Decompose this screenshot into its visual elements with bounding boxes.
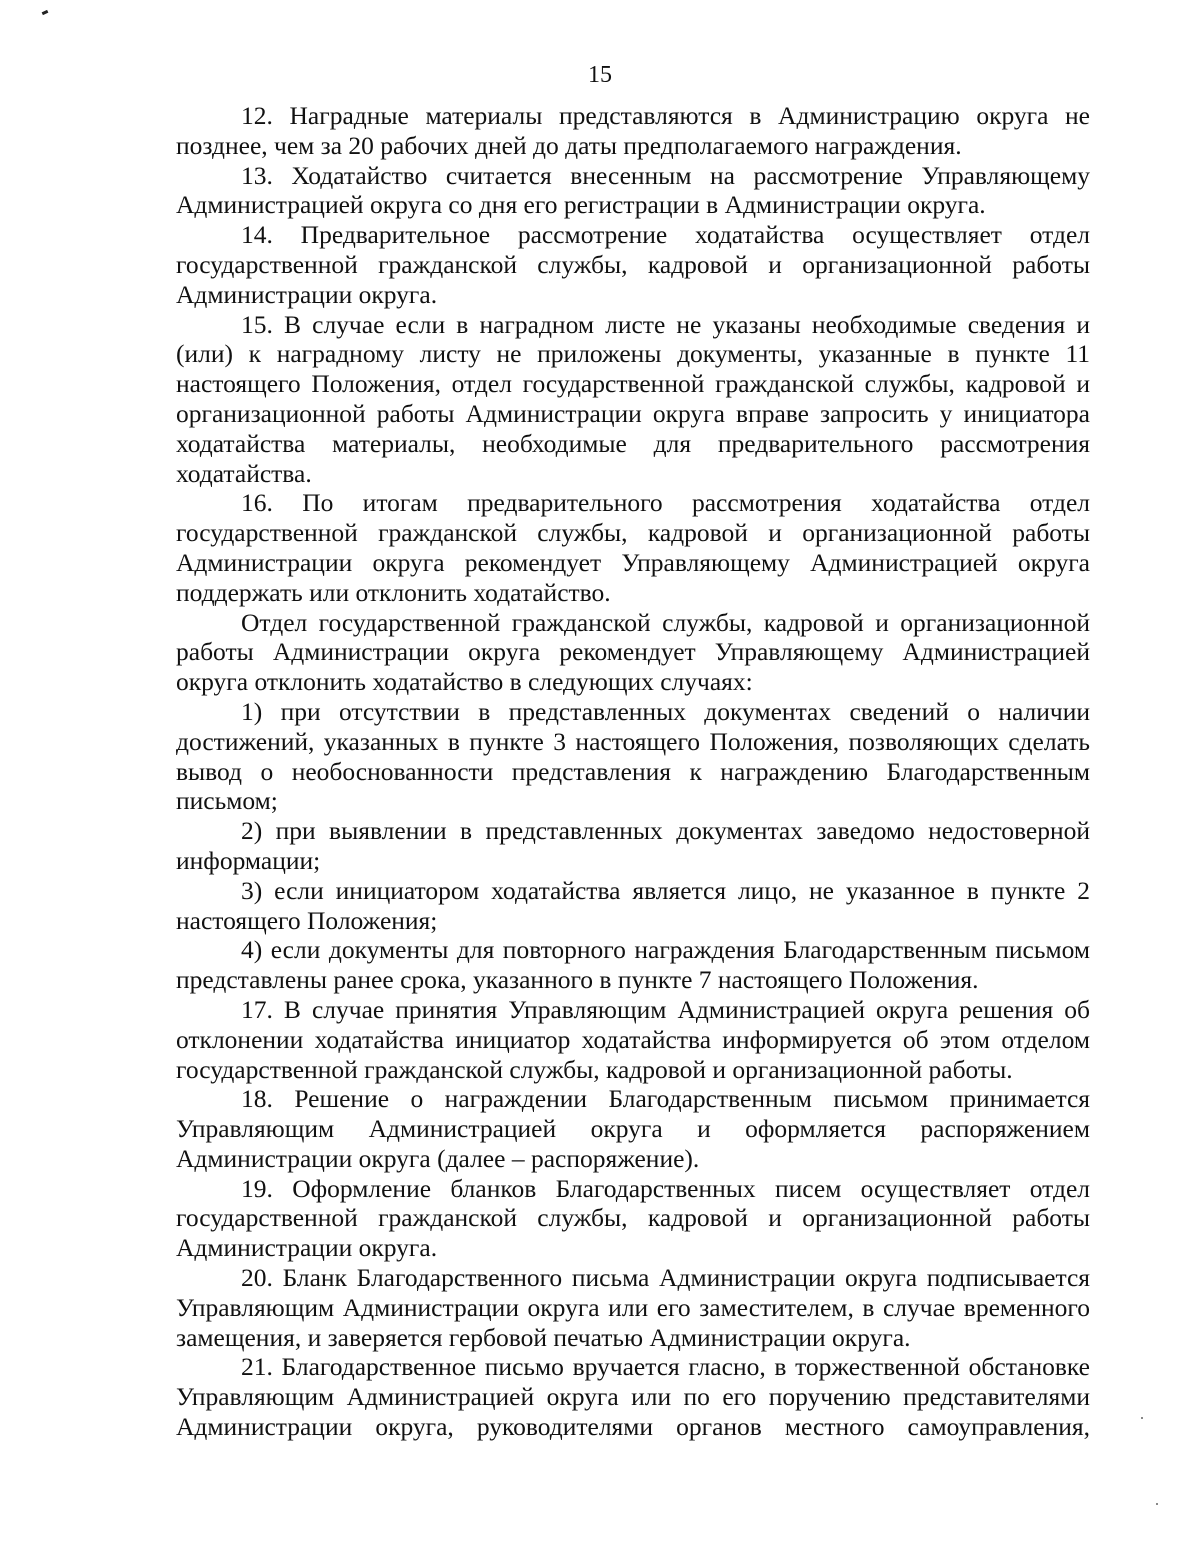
paragraph-19: 19. Оформление бланков Благодарственных писем осуществляет отдел государственной гражданской службы, кадровой и организационной работы Администрации округа. bbox=[176, 1173, 1090, 1263]
list-item-1: 1) при отсутствии в представленных документах сведений о наличии достижений, указанных в пункте 3 настоящего Положения, позволяющих сделать вывод о необоснованности представления к награждению Благодарственным письмом; bbox=[176, 696, 1090, 816]
paragraph-12: 12. Наградные материалы представляются в Администрацию округа не позднее, чем за 20 рабочих дней до даты предполагаемого награждения. bbox=[176, 101, 1090, 160]
paragraph-20: 20. Бланк Благодарственного письма Администрации округа подписывается Управляющим Администрации округа или его заместителем, в случае временного замещения, и заверяется гербовой печатью Администрации округа. bbox=[176, 1263, 1090, 1352]
paragraph-15: 15. В случае если в наградном листе не указаны необходимые сведения и (или) к наградному листу не приложены документы, указанные в пункте 11 настоящего Положения, отдел государственной гражданской службы, кадровой и организационной работы Администрации округа вправе запросить у инициатора ходатайства материалы, необходимые для предварительного рассмотрения ходатайства. bbox=[176, 309, 1090, 488]
document-body bbox=[176, 101, 1090, 1442]
paragraph-rejection-intro: Отдел государственной гражданской службы, кадровой и организационной работы Администрации округа рекомендует Управляющему Администрацией округа отклонить ходатайство в следующих случаях: bbox=[176, 607, 1090, 697]
list-item-2: 2) при выявлении в представленных документах заведомо недостоверной информации; bbox=[176, 816, 1090, 875]
paragraph-18: 18. Решение о награждении Благодарственным письмом принимается Управляющим Администрацией округа и оформляется распоряжением Администрации округа (далее – распоряжение). bbox=[176, 1084, 1090, 1173]
list-item-3: 3) если инициатором ходатайства является лицо, не указанное в пункте 2 настоящего Положения; bbox=[176, 875, 1090, 935]
paragraph-14: 14. Предварительное рассмотрение ходатайства осуществляет отдел государственной гражданской службы, кадровой и организационной работы Администрации округа. bbox=[176, 220, 1090, 309]
scan-artifact-mark bbox=[42, 10, 49, 15]
paragraph-16: 16. По итогам предварительного рассмотрения ходатайства отдел государственной гражданской службы, кадровой и организационной работы Администрации округа рекомендует Управляющему Администрацией округа поддержать или отклонить ходатайство. bbox=[176, 488, 1090, 607]
scan-artifact-dot bbox=[1141, 1417, 1143, 1419]
page-number: 15 bbox=[588, 62, 612, 88]
paragraph-17: 17. В случае принятия Управляющим Администрацией округа решения об отклонении ходатайства инициатор ходатайства информируется об этом отделом государственной гражданской службы, кадровой и организационной работы. bbox=[176, 994, 1090, 1084]
scan-artifact-dot bbox=[1156, 1503, 1158, 1505]
list-item-4: 4) если документы для повторного награждения Благодарственным письмом представлены ранее срока, указанного в пункте 7 настоящего Положения. bbox=[176, 935, 1090, 995]
paragraph-21: 21. Благодарственное письмо вручается гласно, в торжественной обстановке Управляющим Администрацией округа или по его поручению представителями Администрации округа, руководителями органов местного самоуправления, bbox=[176, 1352, 1090, 1442]
paragraph-13: 13. Ходатайство считается внесенным на рассмотрение Управляющему Администрацией округа со дня его регистрации в Администрации округа. bbox=[176, 160, 1090, 220]
